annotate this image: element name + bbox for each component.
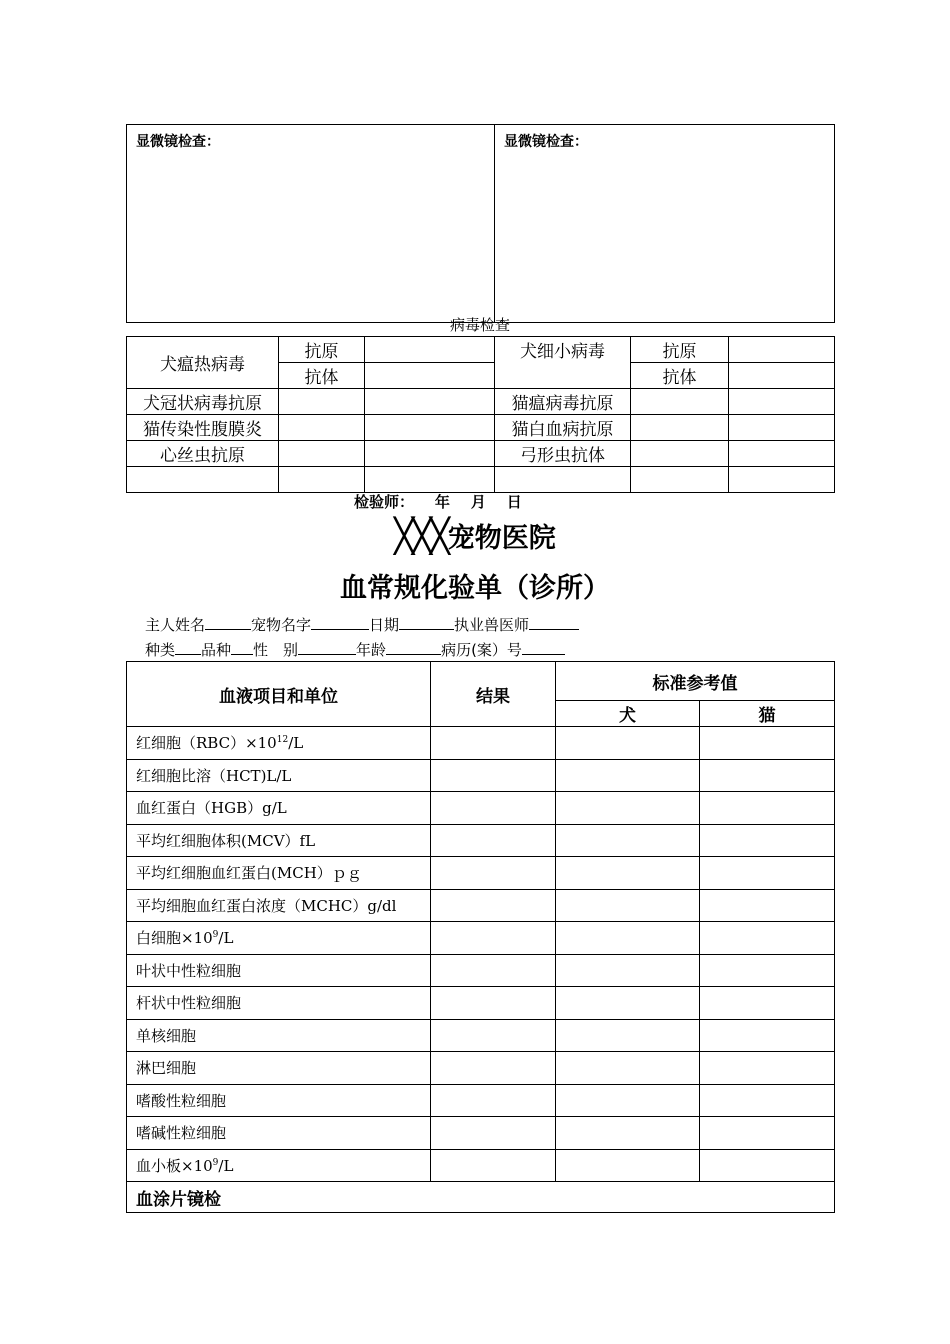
blood-item-label [127, 987, 431, 1020]
blood-ref-dog-cell[interactable] [556, 824, 700, 857]
virus-cell [279, 389, 365, 415]
blood-item-text: 血小板×10 [136, 1156, 213, 1175]
table-row [127, 857, 835, 890]
blood-item-text: 红细胞（RBC）×10 [136, 734, 277, 753]
virus-cell [631, 441, 729, 467]
blood-item-exponent: 9 [212, 1157, 219, 1168]
blood-item-text: 叶状中性粒细胞 [136, 961, 242, 980]
table-row [127, 954, 835, 987]
breed-label: 品种 [201, 641, 232, 659]
virus-row-label: 猫白血病抗原 [495, 415, 631, 441]
blood-result-cell[interactable] [431, 987, 556, 1020]
blood-item-label [127, 824, 431, 857]
blood-ref-cat-cell[interactable] [700, 727, 835, 760]
blood-ref-dog-cell[interactable] [556, 857, 700, 890]
pet-name-label: 宠物名字 [251, 616, 312, 634]
virus-cell [279, 467, 365, 493]
hospital-name: 宠物医院 [447, 523, 556, 554]
blood-item-text: 白细胞×10 [136, 929, 213, 948]
blood-item-exponent: 9 [212, 930, 219, 941]
date-field[interactable] [399, 616, 454, 630]
blood-result-cell[interactable] [431, 1019, 556, 1052]
smear-label: 血涂片镜检 [127, 1182, 835, 1213]
virus-row-label: 心丝虫抗原 [127, 441, 279, 467]
table-row [127, 1084, 835, 1117]
table-row [127, 824, 835, 857]
hospital-title [0, 516, 950, 555]
owner-label: 主人姓名 [145, 616, 206, 634]
blood-result-cell[interactable] [431, 824, 556, 857]
blood-rows [127, 727, 835, 1182]
microscope-cell-right [495, 125, 835, 323]
virus-cpv-label: 犬细小病毒 [495, 337, 631, 389]
inspector-line [354, 491, 522, 512]
virus-cell [127, 467, 279, 493]
blood-ref-dog-cell[interactable] [556, 792, 700, 825]
blood-result-cell[interactable] [431, 727, 556, 760]
blood-item-label [127, 1117, 431, 1150]
blood-result-cell[interactable] [431, 922, 556, 955]
form-title: 血常规化验单（诊所） [340, 573, 610, 604]
blood-ref-cat-cell[interactable] [700, 987, 835, 1020]
virus-cdv-antibody-label: 抗体 [279, 363, 365, 389]
virus-cell [631, 389, 729, 415]
blood-item-text: 淋巴细胞 [136, 1059, 197, 1078]
virus-cell [729, 467, 835, 493]
virus-cdv-antibody-result [365, 363, 495, 389]
species-field[interactable] [175, 641, 201, 655]
col-cat-header: 猫 [700, 701, 835, 727]
virus-cell [365, 441, 495, 467]
microscope-label-left: 显微镜检查： [136, 134, 220, 150]
table-row [127, 792, 835, 825]
virus-row-label: 弓形虫抗体 [495, 441, 631, 467]
inspector-label: 检验师： [354, 493, 415, 511]
table-row [127, 922, 835, 955]
blood-item-label [127, 922, 431, 955]
virus-cpv-antibody-result [729, 363, 835, 389]
blood-ref-dog-cell[interactable] [556, 1019, 700, 1052]
vet-field[interactable] [529, 616, 579, 630]
species-label: 种类 [145, 641, 176, 659]
blood-item-label [127, 759, 431, 792]
blood-ref-dog-cell[interactable] [556, 1149, 700, 1182]
blood-result-cell[interactable] [431, 792, 556, 825]
virus-cpv-antigen-label: 抗原 [631, 337, 729, 363]
blood-ref-cat-cell[interactable] [700, 1149, 835, 1182]
virus-section-caption: 病毒检查 [449, 316, 510, 334]
blood-item-text: 平均红细胞体积(MCV）fL [136, 831, 316, 850]
blood-item-label [127, 1052, 431, 1085]
microscope-table [126, 124, 835, 323]
blood-item-text: 杆状中性粒细胞 [136, 994, 242, 1013]
blood-item-unit: /L [218, 1156, 234, 1175]
col-item-header: 血液项目和单位 [127, 662, 431, 727]
virus-table [126, 336, 835, 493]
breed-field[interactable] [231, 641, 253, 655]
virus-cell [495, 467, 631, 493]
info-line-1 [145, 614, 579, 635]
blood-ref-cat-cell[interactable] [700, 1117, 835, 1150]
inspector-year: 年 [434, 493, 450, 511]
pet-name-field[interactable] [311, 616, 369, 630]
blood-ref-dog-cell[interactable] [556, 922, 700, 955]
virus-cell [631, 415, 729, 441]
virus-cell [365, 467, 495, 493]
virus-cell [365, 389, 495, 415]
virus-cell [631, 467, 729, 493]
virus-cdv-antigen-result [365, 337, 495, 363]
blood-result-cell[interactable] [431, 954, 556, 987]
table-row [127, 1019, 835, 1052]
blood-item-text: 平均红细胞血红蛋白(MCH）ｐｇ [136, 864, 362, 883]
inspector-day: 日 [506, 493, 522, 511]
blood-ref-cat-cell[interactable] [700, 1019, 835, 1052]
virus-cdv-antigen-label: 抗原 [279, 337, 365, 363]
blood-item-text: 红细胞比溶（HCT)L/L [136, 766, 292, 785]
virus-cell [279, 415, 365, 441]
sex-field[interactable] [298, 641, 356, 655]
virus-cpv-antibody-label: 抗体 [631, 363, 729, 389]
virus-cell [365, 415, 495, 441]
blood-item-text: 嗜碱性粒细胞 [136, 1124, 227, 1143]
hospital-prefix: ╳╳╳ [394, 516, 448, 555]
table-row [127, 987, 835, 1020]
virus-cell [729, 389, 835, 415]
table-row [127, 759, 835, 792]
date-label: 日期 [369, 616, 400, 634]
microscope-label-right: 显微镜检查： [504, 134, 588, 150]
blood-item-label [127, 954, 431, 987]
blood-ref-cat-cell[interactable] [700, 922, 835, 955]
owner-field[interactable] [205, 616, 251, 630]
blood-ref-cat-cell[interactable] [700, 954, 835, 987]
blood-ref-cat-cell[interactable] [700, 1052, 835, 1085]
age-field[interactable] [386, 641, 441, 655]
blood-ref-cat-cell[interactable] [700, 889, 835, 922]
table-row [127, 1117, 835, 1150]
blood-ref-dog-cell[interactable] [556, 954, 700, 987]
blood-result-cell[interactable] [431, 1084, 556, 1117]
table-row [127, 1052, 835, 1085]
info-line-2 [145, 639, 565, 660]
blood-ref-cat-cell[interactable] [700, 857, 835, 890]
blood-result-cell[interactable] [431, 889, 556, 922]
blood-item-label [127, 727, 431, 760]
vet-label: 执业兽医师 [454, 616, 530, 634]
virus-row-label: 猫传染性腹膜炎 [127, 415, 279, 441]
table-row [127, 1149, 835, 1182]
virus-cdv-label: 犬瘟热病毒 [127, 337, 279, 389]
blood-item-text: 平均细胞血红蛋白浓度（MCHC）g/dl [136, 896, 397, 915]
blood-ref-dog-cell[interactable] [556, 759, 700, 792]
blood-item-label [127, 857, 431, 890]
blood-ref-cat-cell[interactable] [700, 1084, 835, 1117]
record-field[interactable] [522, 641, 565, 655]
microscope-cell-left [127, 125, 495, 323]
virus-row-label: 猫瘟病毒抗原 [495, 389, 631, 415]
virus-cell [279, 441, 365, 467]
blood-ref-dog-cell[interactable] [556, 727, 700, 760]
blood-item-label [127, 1019, 431, 1052]
blood-item-exponent: 12 [276, 735, 289, 746]
blood-item-unit: /L [288, 734, 304, 753]
blood-item-text: 嗜酸性粒细胞 [136, 1091, 227, 1110]
blood-ref-cat-cell[interactable] [700, 792, 835, 825]
virus-cell [729, 441, 835, 467]
blood-ref-dog-cell[interactable] [556, 1052, 700, 1085]
age-label: 年龄 [356, 641, 387, 659]
blood-item-label [127, 1084, 431, 1117]
record-label: 病历(案）号 [441, 641, 522, 659]
blood-result-cell[interactable] [431, 1052, 556, 1085]
blood-ref-cat-cell[interactable] [700, 759, 835, 792]
blood-ref-dog-cell[interactable] [556, 1084, 700, 1117]
blood-ref-dog-cell[interactable] [556, 987, 700, 1020]
blood-result-cell[interactable] [431, 857, 556, 890]
col-result-header: 结果 [431, 662, 556, 727]
sex-label: 性 别 [253, 641, 299, 659]
blood-item-label [127, 792, 431, 825]
blood-item-text: 单核细胞 [136, 1026, 197, 1045]
blood-item-text: 血红蛋白（HGB）g/L [136, 799, 287, 818]
virus-cpv-antigen-result [729, 337, 835, 363]
blood-ref-dog-cell[interactable] [556, 1117, 700, 1150]
virus-row-label: 犬冠状病毒抗原 [127, 389, 279, 415]
blood-table [126, 661, 835, 1213]
blood-result-cell[interactable] [431, 759, 556, 792]
blood-result-cell[interactable] [431, 1117, 556, 1150]
col-ref-header: 标准参考值 [556, 662, 835, 701]
inspector-month: 月 [470, 493, 486, 511]
table-row [127, 889, 835, 922]
col-dog-header: 犬 [556, 701, 700, 727]
blood-result-cell[interactable] [431, 1149, 556, 1182]
virus-cell [729, 415, 835, 441]
table-row [127, 727, 835, 760]
blood-ref-dog-cell[interactable] [556, 889, 700, 922]
blood-item-label [127, 889, 431, 922]
blood-item-unit: /L [218, 929, 234, 948]
blood-item-label [127, 1149, 431, 1182]
blood-ref-cat-cell[interactable] [700, 824, 835, 857]
